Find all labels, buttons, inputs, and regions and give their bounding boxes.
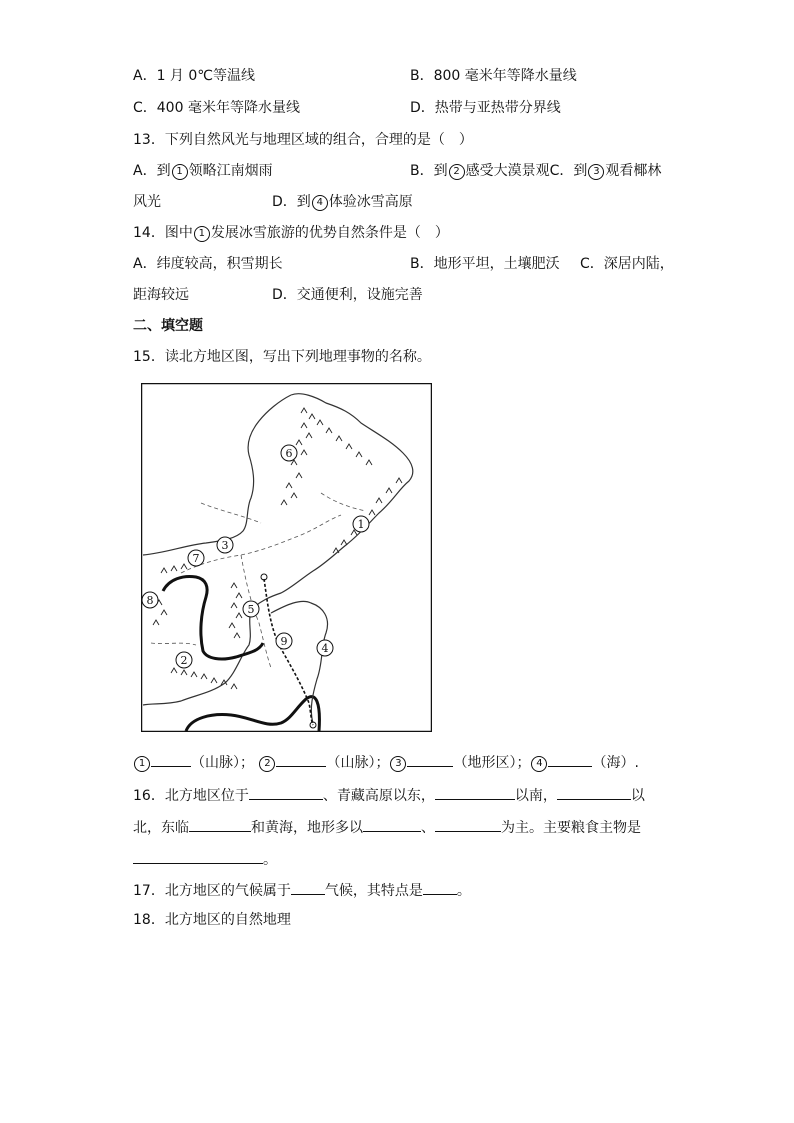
q12-option-b: B．800 毫米年等降水量线 <box>410 68 577 84</box>
answer-blank[interactable] <box>557 785 631 800</box>
answer-blank[interactable] <box>151 752 191 767</box>
circled-number: 3 <box>390 756 406 772</box>
circled-number: 1 <box>172 164 188 180</box>
circled-number: 2 <box>449 164 465 180</box>
q16-line-2: 北，东临 和黄海，地形多以 、 为主。主要粮食主物是 <box>133 817 641 838</box>
q13-option-a: A．到 1 领略江南烟雨 <box>133 163 273 179</box>
q14-option-b: B．地形平坦，土壤肥沃 <box>410 256 560 272</box>
map-label-9: 9 <box>280 635 288 648</box>
map-label-8: 8 <box>146 594 154 607</box>
q16-line-1: 16．北方地区位于 、青藏高原以东， 以南， 以 <box>133 785 645 806</box>
answer-blank[interactable] <box>407 752 453 767</box>
q14-stem: 14．图中 1 发展冰雪旅游的优势自然条件是（ ） <box>133 225 449 241</box>
q14-option-c: C．深居内陆， <box>580 256 674 272</box>
q15-answer-line: 1 （山脉）； 2 （山脉）； 3 （地形区）； 4 （海）. <box>133 752 639 773</box>
q14-option-a: A．纬度较高，积雪期长 <box>133 256 283 272</box>
q14-option-d: D．交通便利，设施完善 <box>272 287 423 303</box>
q17-line: 17．北方地区的气候属于 气候，其特点是 。 <box>133 880 471 901</box>
map-label-3: 3 <box>221 539 229 552</box>
answer-blank[interactable] <box>363 817 421 832</box>
circled-number: 3 <box>588 164 604 180</box>
map-frame <box>142 384 432 732</box>
answer-blank[interactable] <box>133 849 263 864</box>
section-title: 二、填空题 <box>133 318 203 334</box>
q13-option-b-c: B．到 2 感受大漠景观C．到 3 观看椰林 <box>410 163 662 179</box>
answer-blank[interactable] <box>249 785 323 800</box>
circled-number: 4 <box>312 195 328 211</box>
q13-option-d: D．到 4 体验冰雪高原 <box>272 194 413 210</box>
answer-blank[interactable] <box>276 752 326 767</box>
circled-number: 1 <box>134 756 150 772</box>
answer-blank[interactable] <box>548 752 592 767</box>
q12-option-a: A．1 月 0℃等温线 <box>133 68 256 84</box>
q15-stem: 15．读北方地区图，写出下列地理事物的名称。 <box>133 349 431 365</box>
answer-blank[interactable] <box>423 880 457 895</box>
answer-blank[interactable] <box>435 785 515 800</box>
q16-line-3: 。 <box>133 849 277 870</box>
answer-blank[interactable] <box>291 880 325 895</box>
q13-stem: 13．下列自然风光与地理区域的组合，合理的是（ ） <box>133 132 473 148</box>
map-label-5: 5 <box>247 603 255 616</box>
q12-option-c: C．400 毫米年等降水量线 <box>133 100 300 116</box>
answer-blank[interactable] <box>435 817 501 832</box>
circled-number: 2 <box>259 756 275 772</box>
q13-option-c-cont: 风光 <box>133 194 161 210</box>
map-label-4: 4 <box>321 642 329 655</box>
circled-number: 1 <box>194 226 210 242</box>
north-china-map <box>141 383 432 732</box>
map-label-7: 7 <box>192 552 200 565</box>
map-label-1: 1 <box>357 518 365 531</box>
map-label-6: 6 <box>285 447 293 460</box>
q12-option-d: D．热带与亚热带分界线 <box>410 100 561 116</box>
q14-option-c-cont: 距海较远 <box>133 287 189 303</box>
circled-number: 4 <box>531 756 547 772</box>
q18-stem: 18．北方地区的自然地理 <box>133 912 291 928</box>
answer-blank[interactable] <box>189 817 251 832</box>
map-label-2: 2 <box>180 654 188 667</box>
